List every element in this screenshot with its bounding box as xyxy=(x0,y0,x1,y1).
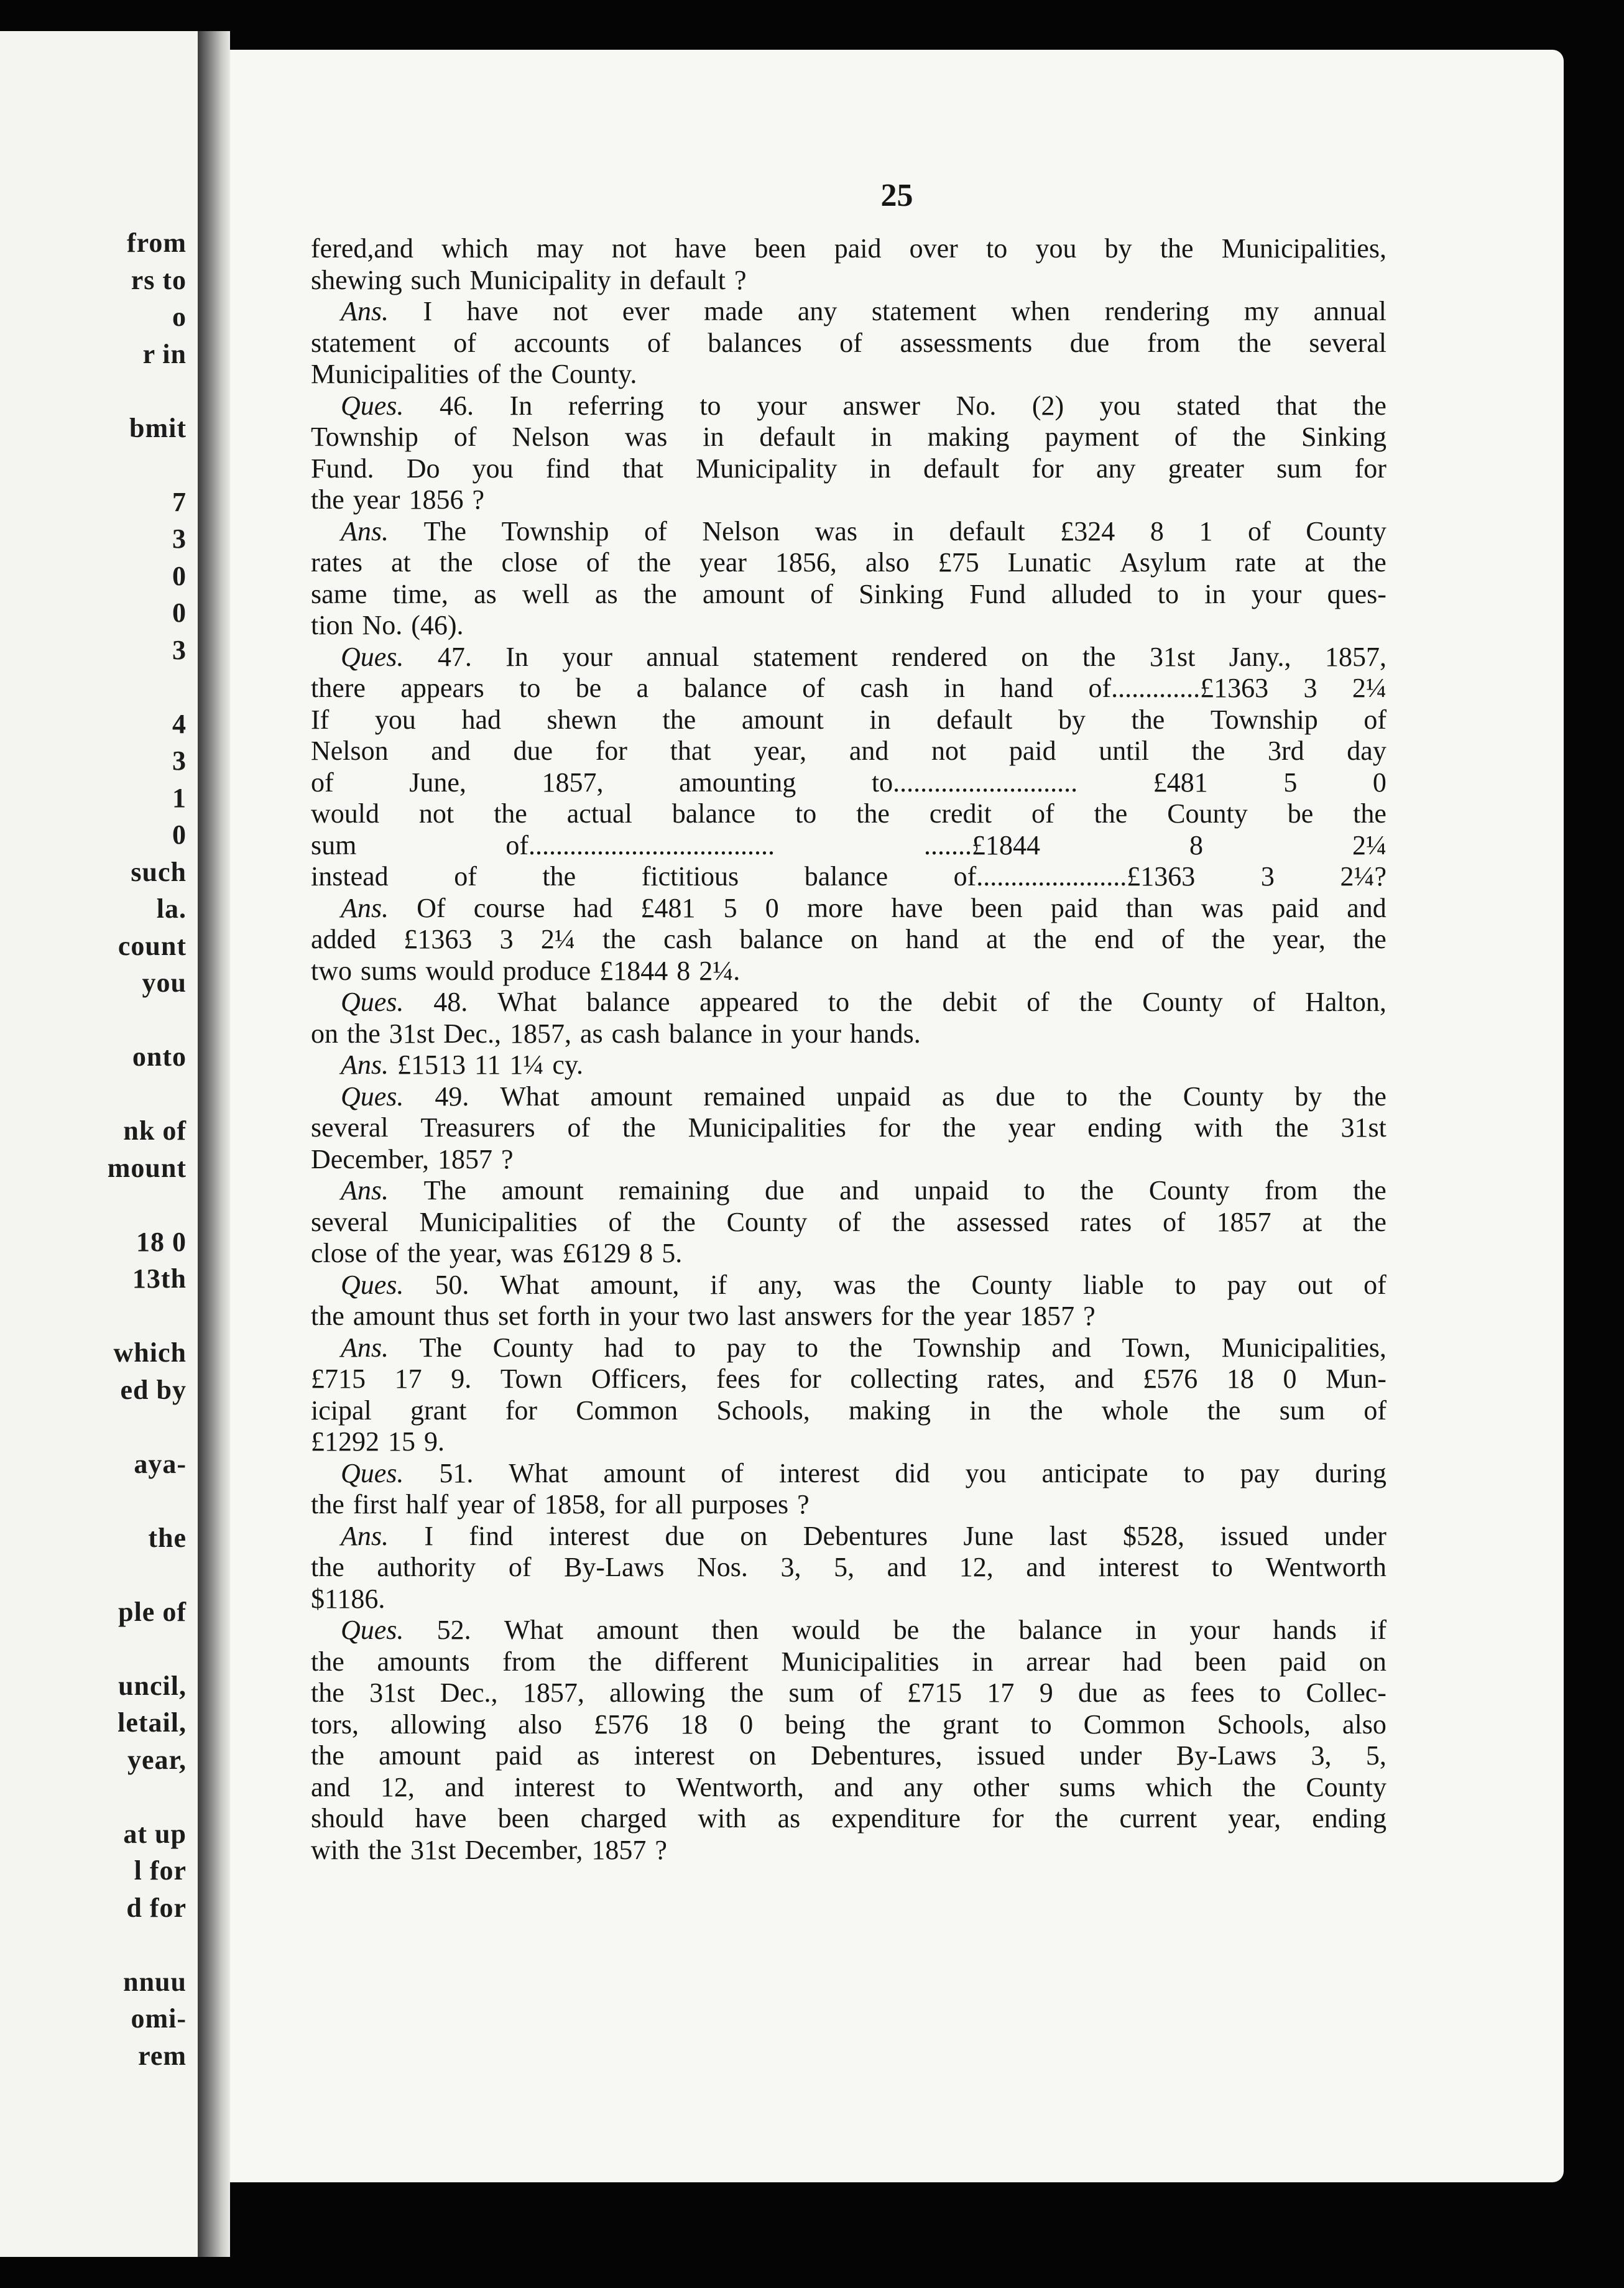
text-line: two sums would produce £1844 8 2¼. xyxy=(311,955,740,986)
facing-text-fragment: onto xyxy=(132,1041,187,1072)
text-line: If you had shewn the amount in default by the Township of xyxy=(311,704,1386,735)
text-line: statement of accounts of balances of assessments due from the several xyxy=(311,327,1386,358)
facing-text-fragment: d for xyxy=(126,1892,187,1923)
text-line: Municipalities of the County. xyxy=(311,359,637,389)
facing-text-fragment: at up xyxy=(123,1818,187,1849)
text-line: Township of Nelson was in default in making payment of the Sinking xyxy=(311,422,1386,452)
text-line: Nelson and due for that year, and not paid until the 3rd day xyxy=(311,736,1386,766)
text-line: there appears to be a balance of cash in hand of.............£1363 3 2¼ xyxy=(311,673,1386,703)
text-line: with the 31st December, 1857 ? xyxy=(311,1834,667,1865)
facing-text-fragment: la. xyxy=(156,893,187,924)
facing-text-fragment: you xyxy=(142,967,187,998)
text-line: close of the year, was £6129 8 5. xyxy=(311,1238,683,1268)
text-line: icipal grant for Common Schools, making in the whole the sum of xyxy=(311,1395,1386,1426)
facing-text-fragment: l for xyxy=(134,1855,187,1886)
text-line: on the 31st Dec., 1857, as cash balance in your hands. xyxy=(311,1018,921,1049)
facing-text-fragment: which xyxy=(113,1337,187,1368)
text-line: Ans. The Township of Nelson was in default £324 8 1 of County xyxy=(341,515,1386,547)
facing-text-fragment: omi- xyxy=(131,2003,187,2034)
text-line: December, 1857 ? xyxy=(311,1143,514,1174)
text-line: the first half year of 1858, for all purposes ? xyxy=(311,1489,810,1520)
facing-text-fragment: 18 0 xyxy=(136,1226,187,1257)
text-line: and 12, and interest to Wentworth, and any other sums which the County xyxy=(311,1771,1386,1802)
text-line: tion No. (46). xyxy=(311,610,464,640)
facing-text-fragment: 7 xyxy=(172,486,187,517)
text-line: £715 17 9. Town Officers, fees for collecting rates, and £576 18 0 Mun- xyxy=(311,1363,1386,1394)
book-gutter xyxy=(198,31,230,2257)
text-line: Ques. 46. In referring to your answer No. (2) you stated that the xyxy=(341,390,1386,421)
facing-text-fragment: rs to xyxy=(131,264,187,295)
text-line: the amounts from the different Municipalities in arrear had been paid on xyxy=(311,1646,1386,1677)
text-line: £1292 15 9. xyxy=(311,1426,445,1457)
facing-text-fragment: aya- xyxy=(134,1448,187,1479)
facing-text-fragment: 3 xyxy=(172,745,187,776)
text-line: Ques. 51. What amount of interest did you anticipate to pay during xyxy=(341,1457,1386,1488)
text-line: added £1363 3 2¼ the cash balance on hand at the end of the year, the xyxy=(311,924,1386,954)
text-line: would not the actual balance to the credit of the County be the xyxy=(311,798,1386,829)
facing-text-fragment: such xyxy=(131,856,187,887)
text-line: of June, 1857, amounting to........................... £481 5 0 xyxy=(311,767,1386,798)
text-line: the 31st Dec., 1857, allowing the sum of £715 17 9 due as fees to Collec- xyxy=(311,1677,1386,1708)
text-line: shewing such Municipality in default ? xyxy=(311,264,747,295)
text-line: Ans. £1513 11 1¼ cy. xyxy=(341,1049,584,1080)
page-number: 25 xyxy=(880,178,913,213)
text-line: the amount thus set forth in your two last answers for the year 1857 ? xyxy=(311,1301,1096,1331)
facing-text-fragment: count xyxy=(118,930,187,961)
facing-text-fragment: year, xyxy=(127,1744,187,1775)
facing-text-fragment: nk of xyxy=(123,1115,187,1146)
facing-text-fragment: from xyxy=(126,228,187,258)
text-line: the amount paid as interest on Debentures, issued under By-Laws 3, 5, xyxy=(311,1740,1386,1771)
facing-text-fragment: ple of xyxy=(118,1596,187,1627)
text-line: Ans. The County had to pay to the Township and Town, Municipalities, xyxy=(341,1332,1386,1363)
facing-text-fragment: letail, xyxy=(118,1707,187,1738)
text-line: Ques. 49. What amount remained unpaid as due to the County by the xyxy=(341,1081,1386,1112)
facing-text-fragment: the xyxy=(148,1522,187,1553)
text-line: the authority of By-Laws Nos. 3, 5, and 12, and interest to Wentworth xyxy=(311,1552,1386,1582)
facing-page-fragment xyxy=(0,31,198,2257)
facing-text-fragment: uncil, xyxy=(118,1670,187,1701)
text-line: fered,and which may not have been paid over to you by the Municipalities, xyxy=(311,233,1386,264)
facing-text-fragment: 13th xyxy=(132,1263,187,1294)
facing-text-fragment: 4 xyxy=(172,708,187,739)
text-line: Ans. I find interest due on Debentures June last $528, issued under xyxy=(341,1520,1386,1551)
facing-text-fragment: r in xyxy=(142,338,187,369)
text-line: Ans. Of course had £481 5 0 more have been paid than was paid and xyxy=(341,892,1386,923)
facing-text-fragment: mount xyxy=(107,1152,187,1183)
text-line: Ans. The amount remaining due and unpaid to the County from the xyxy=(341,1175,1386,1206)
text-line: should have been charged with as expenditure for the current year, ending xyxy=(311,1803,1386,1834)
text-line: Ans. I have not ever made any statement when rendering my annual xyxy=(341,296,1386,326)
text-line: same time, as well as the amount of Sinking Fund alluded to in your ques- xyxy=(311,578,1386,609)
document-page xyxy=(230,50,1564,2182)
text-line: sum of.................................... .......£1844 8 2¼ xyxy=(311,829,1386,860)
text-line: Ques. 47. In your annual statement rendered on the 31st Jany., 1857, xyxy=(341,641,1386,672)
facing-text-fragment: bmit xyxy=(129,412,187,443)
facing-text-fragment: ed by xyxy=(120,1374,187,1405)
text-line: Ques. 52. What amount then would be the balance in your hands if xyxy=(341,1615,1386,1645)
text-line: $1186. xyxy=(311,1583,385,1614)
facing-text-fragment: 1 xyxy=(172,782,187,813)
body-text xyxy=(311,233,1386,1866)
text-line: Ques. 50. What amount, if any, was the County liable to pay out of xyxy=(341,1269,1386,1300)
facing-text-fragment: 0 xyxy=(172,819,187,850)
facing-text-fragment: 0 xyxy=(172,560,187,591)
text-line: several Municipalities of the County of the assessed rates of 1857 at the xyxy=(311,1206,1386,1237)
facing-text-fragment: nnuu xyxy=(123,1966,187,1997)
text-line: several Treasurers of the Municipalities for the year ending with the 31st xyxy=(311,1112,1386,1143)
facing-text-fragment: rem xyxy=(138,2040,187,2071)
text-line: tors, allowing also £576 18 0 being the grant to Common Schools, also xyxy=(311,1709,1386,1740)
text-line: the year 1856 ? xyxy=(311,484,485,515)
facing-text-fragment: 3 xyxy=(172,524,187,554)
facing-text-fragment: 3 xyxy=(172,634,187,665)
text-line: rates at the close of the year 1856, also £75 Lunatic Asylum rate at the xyxy=(311,547,1386,578)
text-line: Fund. Do you find that Municipality in default for any greater sum for xyxy=(311,453,1386,484)
facing-text-fragment: o xyxy=(172,302,187,332)
text-line: Ques. 48. What balance appeared to the debit of the County of Halton, xyxy=(341,987,1386,1017)
text-line: instead of the fictitious balance of......................£1363 3 2¼? xyxy=(311,861,1386,892)
facing-text-fragment: 0 xyxy=(172,597,187,628)
